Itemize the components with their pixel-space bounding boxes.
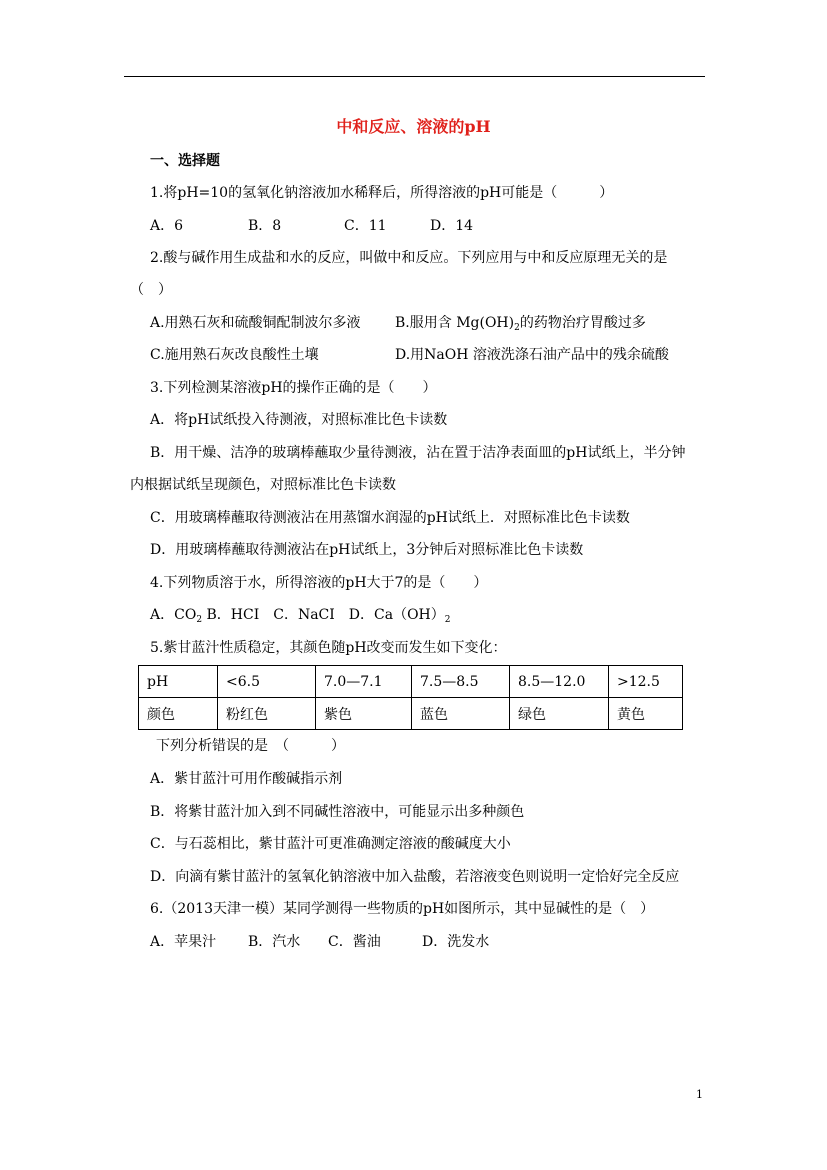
q3-option-b-cont: 内根据试纸呈现颜色，对照标准比色卡读数 [130, 477, 396, 493]
q6-stem: 6.（2013天津一模）某同学测得一些物质的pH如图所示，其中显碱性的是（ ） [150, 901, 655, 917]
section-heading: 一、选择题 [150, 153, 220, 169]
q4-options: A．$CO_2$ B．HCI C．NaCI D．$Ca(OH)_2$ [150, 607, 451, 625]
ph-color-table [138, 665, 683, 730]
q5-stem: 5.紫甘蓝汁性质稳定，其颜色随pH改变而发生如下变化： [150, 640, 507, 656]
q2-options-cd [150, 345, 669, 365]
header-rule [124, 76, 705, 77]
q6-option-d: D．洗发水 [422, 934, 490, 950]
q2-stem: 2.酸与碱作用生成盐和水的反应，叫做中和反应。下列应用与中和反应原理无关的是 [150, 250, 668, 266]
q6-option-c: C．酱油 [328, 934, 381, 950]
q5-option-d: D．向滴有紫甘蓝汁的氢氧化钠溶液中加入盐酸，若溶液变色则说明一定恰好完全反应 [150, 869, 680, 885]
page-title: 中和反应、溶液的pH [336, 117, 491, 136]
q3-option-c: C．用玻璃棒蘸取待测液沾在用蒸馏水润湿的pH试纸上．对照标准比色卡读数 [150, 510, 630, 526]
q2-stem-cont: （ ） [130, 282, 172, 298]
q2-options-ab [150, 313, 646, 333]
table-row: 颜色 粉红色 紫色 蓝色 绿色 黄色 [139, 698, 683, 730]
q5-option-c: C．与石蕊相比，紫甘蓝汁可更准确测定溶液的酸碱度大小 [150, 836, 511, 852]
q1-option-a: A．6 [150, 218, 184, 234]
q2-option-c: C.施用熟石灰改良酸性土壤 [150, 347, 319, 363]
q3-option-a: A．将pH试纸投入待测液，对照标准比色卡读数 [150, 412, 448, 428]
q3-stem: 3.下列检测某溶液pH的操作正确的是（ ） [150, 380, 437, 396]
q4-stem: 4.下列物质溶于水，所得溶液的pH大于7的是（ ） [150, 575, 488, 591]
q2-option-d: D.用NaOH 溶液洗涤石油产品中的残余硫酸 [395, 347, 669, 363]
q5-option-b: B．将紫甘蓝汁加入到不同碱性溶液中，可能显示出多种颜色 [150, 804, 525, 820]
q5-option-a: A．紫甘蓝汁可用作酸碱指示剂 [150, 771, 343, 787]
q3-option-d: D．用玻璃棒蘸取待测液沾在pH试纸上，3分钟后对照标准比色卡读数 [150, 542, 584, 558]
page-number: 1 [696, 1088, 703, 1101]
q1-option-c: C．11 [344, 218, 387, 234]
q3-option-b: B．用干燥、洁净的玻璃棒蘸取少量待测液，沾在置于洁净表面皿的pH试纸上，半分钟 [150, 445, 686, 461]
q5-sub-stem: 下列分析错误的是 （ ） [156, 738, 345, 754]
q1-stem: 1.将pH=10的氢氧化钠溶液加水稀释后，所得溶液的pH可能是（ ） [150, 185, 614, 201]
table-row: pH <6.5 7.0—7.1 7.5—8.5 8.5—12.0 >12.5 [139, 666, 683, 698]
q6-option-a: A．苹果汁 [150, 934, 217, 950]
q1-option-d: D．14 [430, 218, 474, 234]
q6-option-b: B．汽水 [248, 934, 301, 950]
q2-option-b: B.服用含 $Mg(OH)_2$的药物治疗胃酸过多 [395, 315, 646, 333]
q1-option-b: B．8 [248, 218, 282, 234]
q2-option-a: A.用熟石灰和硫酸铜配制波尔多液 [150, 315, 361, 331]
